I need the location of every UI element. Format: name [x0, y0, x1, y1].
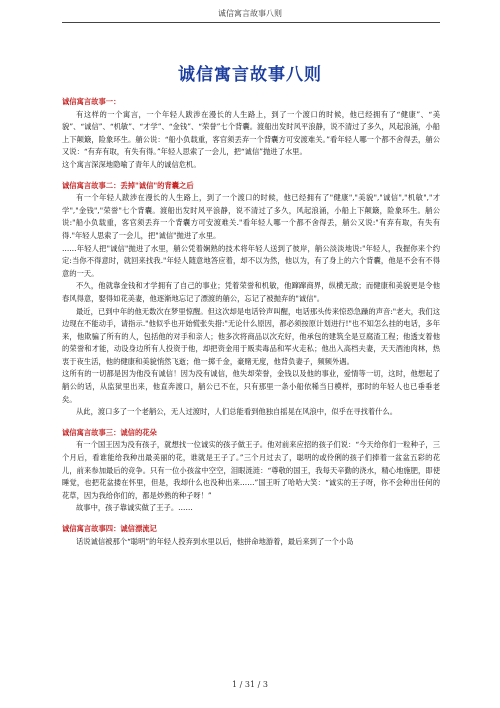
- paragraph: 话说诚信被那个“聪明”的年轻人投弃到水里以后，他拼命地游着，最后来到了一个小岛: [76, 536, 354, 546]
- story-section-4: [62, 523, 440, 548]
- story-section-3: [62, 427, 440, 515]
- running-header: 诚信寓言故事八则: [218, 9, 282, 18]
- paragraph: 最近，已到中年的他无数次在梦里惊醒。但这次却是电话铃声叫醒，电话那头传来惊恐急躁的声音:"老大，我们这边现在不能动手，请指示."他似乎也开始慌张失措:"无论什么原因，都必须按原计划进行!"也不知怎么挂的电话，多年来，他欺骗了所有的人，包括他的对手和亲人；他多次将商品以次充好，他承包的建筑全是豆腐渣工程；他透支着他的荣誉和才能，动设身边所有人投资于他，却把资金用于贩卖毒品和军火走私；他出入高档夫妻，天天酒池肉林，热衷于夜生活，他的健康和美貌悄然飞逝；他一掷千金，豪赌无度，他背负妻子，频频外遇。: [62, 306, 440, 366]
- paragraph: 有这样的一个寓言，一个年轻人跋涉在漫长的人生路上，到了一个渡口的时候，他已经拥有了“健康”、“美貌”、“诚信”、“机敏”、“才学”、“金钱”、“荣誉”七个背囊。渡船出发时风平浪静，说不清过了多久，风起浪涌，小船上下颠簸，险象环生。艄公说：“船小负载重，客官须丢弃一个背囊方可安渡难关。”看年轻人哪一个都不舍得丢，艄公又说：“有弃有取，有失有得。”年轻人思索了一会儿，把“诚信”抛进了水里。: [62, 109, 440, 157]
- section-heading-label: 诚信寓言故事二：: [62, 180, 121, 190]
- paragraph: 从此，渡口多了一个老艄公，无人过渡时，人们总能看到他独自摇晃在风浪中，似乎在寻找着什么。: [76, 407, 398, 417]
- paragraph: 这所有的一切都是因为他没有诚信！因为没有诚信，他失却荣誉，金钱以及他的事业，爱情等一切，这时，他想起了艄公的话，从监狱里出来，他直奔渡口，艄公已不在，只有那里一条小船依稀当日模样，那时的年轻人也已垂垂老矣。: [62, 369, 440, 404]
- header-divider: [62, 22, 440, 23]
- paragraph: 这个寓言深深地隐喻了青年人的诚信危机。: [62, 159, 201, 169]
- section-heading-label: 诚信寓言故事四：: [62, 524, 121, 533]
- story-section-1: [62, 96, 440, 172]
- paragraph: 故事中，孩子靠诚实做了王子。……: [76, 503, 193, 513]
- section-heading-subtitle: 诚信的花朵: [120, 427, 157, 437]
- paragraph: 有一个国王因为没有孩子，就想找一位诚实的孩子做王子。他对前来应招的孩子们说：“今天给你们一粒种子，三个月后，看谁能给我种出最美丽的花，谁就是王子了。”三个月过去了，聪明的或伶俐的孩子们捧着一盆盆五彩的花儿，前来参加最后的竞争。只有一位小孩盆中空空，泪眼涟涟：“尊敬的国王，我每天辛勤的浇水，精心地施肥，即使睡觉，也把花盆搂在怀里，但是，我却什么也没种出来……”国王听了哈哈大笑：“诚实的王子呀，你不会种出任何的花草，因为我给你们的，都是炒熟的种子呀！”: [62, 440, 440, 500]
- document-body: [62, 96, 440, 556]
- page-indicator: 1 / 31 / 3: [232, 680, 268, 689]
- section-heading: [62, 180, 440, 193]
- paragraph: 有一个年轻人跋涉在漫长的人生路上，到了一个渡口的时候，他已经拥有了"健康","美貌","诚信","机敏","才学","金钱","荣誉"七个背囊。渡船出发时风平浪静，说不清过了多久，风起浪涌，小船上下颠簸，险象环生。艄公说:"船小负载重，客官须丢弃一个背囊方可安渡难关."看年轻人哪一个都不舍得丢，艄公又说:"有弃有取，有失有得."年轻人思索了一会儿，把"诚信"抛进了水里。: [62, 193, 440, 240]
- paragraph: ……年轻人把"诚信"抛进了水里，艄公凭着娴熟的技术将年轻人送到了彼岸，艄公淡淡地说:"年轻人，我握你来个约定:当你不得意时，就回来找我."年轻人随意地答应着，却不以为然，他以为，有了身上的六个背囊，他是不会有不得意的一天。: [62, 243, 440, 278]
- section-heading: [62, 96, 440, 109]
- section-heading-subtitle: 丢掉"诚信"的背囊之后: [120, 180, 194, 190]
- section-heading-label: 诚信寓言故事三：: [62, 427, 121, 437]
- story-section-2: [62, 180, 440, 419]
- section-heading: [62, 427, 440, 440]
- section-heading: [62, 523, 440, 536]
- paragraph: 不久，他就靠金钱和才学拥有了自己的事业；凭着荣誉和机敏，他蹿蹿商界，纵横无敌；而健康和美貌更是令他春风得意，娶得如花美妻，他逐渐地忘记了漂渡的艄公，忘记了被抛弃的"诚信"。: [62, 281, 440, 303]
- document-title: 诚信寓言故事八则: [178, 65, 322, 85]
- section-heading-subtitle: 诚信漂流记: [120, 524, 157, 533]
- section-heading-label: 诚信寓言故事一：: [62, 97, 121, 106]
